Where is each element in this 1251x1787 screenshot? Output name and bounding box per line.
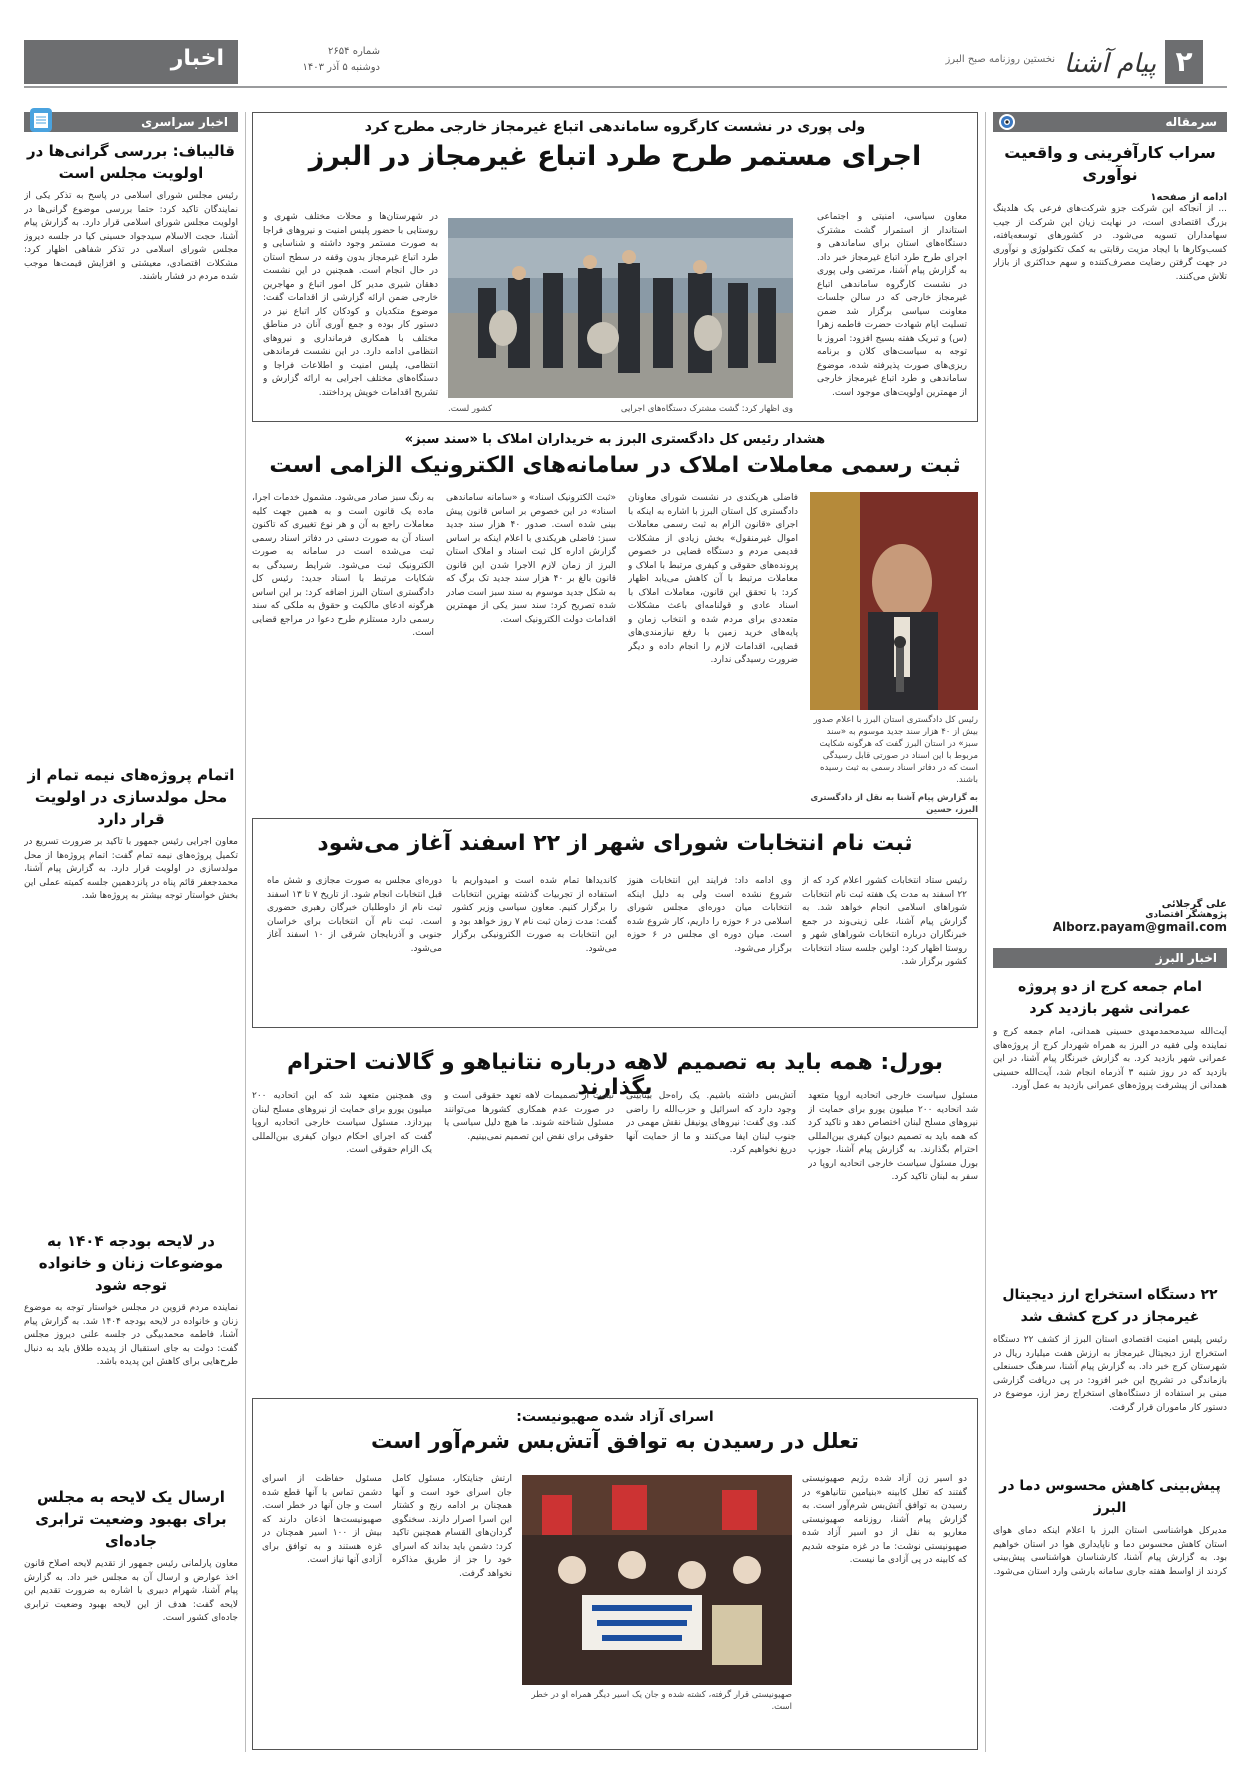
- alborz-news2-body: رئیس پلیس امنیت اقتصادی استان البرز از کشف ۲۲ دستگاه استخراج ارز دیجیتال غیرمجاز به ارزش هفت میلیارد ریال در شهرستان کرج خبر داد. به گزارش پیام آشنا، سرهنگ حسنعلی بازماندگی در تشریح این خبر افزود: در پی دریافت گزارشی مبنی بر استفاده از دستگاه‌های استخراج رمز ارز، موضوع در دستور کار ماموران قرار گرفت.: [993, 1335, 1227, 1413]
- top-story-body-left: در شهرستان‌ها و محلات مختلف شهری و روستایی با حضور پلیس امنیت و نیروهای فراجا به صورت مستمر وجود داشته و شناسایی و طرد اتباع غیرمجاز بدون وقفه در سطح استان در حال انجام است. همچنین در این نشست دهقان شیری مدیر کل امور اتباع و مهاجرین خارجی ضمن ارائه گزارشی از اقدامات گفت: موضوع متکدیان و کودکان کار اتباع نیز در دستور کار بوده و جمع آوری آنان در مناطق مختلف با همکاری فرمانداری و نیروهای انتظامی ادامه دارد. در این نشست فرماندهی انتظامی، پلیس امنیت و اطلاعات فراجا و دستگاه‌های مختلف اجرایی به ارائه گزارش و تشریح اقدامات خویش پرداختند.: [263, 212, 438, 398]
- issue-date: دوشنبه ۵ آذر ۱۴۰۳: [302, 62, 380, 73]
- national-news4-title: ارسال یک لایحه به مجلس برای بهبود وضعیت ترابری جاده‌ای: [35, 1488, 227, 1550]
- editorial-title: سراب کارآفرینی و واقعیت نوآوری: [1004, 143, 1216, 184]
- column-divider-right: [985, 112, 986, 1752]
- header-rule: [24, 86, 1227, 88]
- elections-title: ثبت نام انتخابات شورای شهر از ۲۲ اسفند آغاز می‌شود: [317, 831, 913, 856]
- editorial-lead: ادامه از صفحه۱: [1150, 192, 1227, 203]
- borrell-col2: آتش‌بس داشته باشیم. یک راه‌حل بینابینی وجود دارد که اسرائیل و حزب‌الله را راضی کند. وی گفت: نیروهای یونیفل نقش مهمی در جنوب لبنان ایفا می‌کنند و ما از حمایت آنها دریغ نخواهیم کرد.: [626, 1091, 796, 1155]
- issue-number: شماره ۲۶۵۴: [328, 46, 380, 57]
- right-column: [993, 112, 1227, 1752]
- national-news-label: اخبار سراسری: [141, 115, 228, 129]
- national-news1-body: رئیس مجلس شورای اسلامی در پاسخ به تذکر یکی از نمایندگان تاکید کرد: حتما بررسی موضوع گرانی‌ها در اولویت مجلس شورای اسلامی قرار دارد. به گزارش پیام آشنا، حجت الاسلام سیدجواد حسینی کیا در جلسه دیروز مجلس شورای اسلامی در تذکر شفاهی اظهار کرد: مشکلات اقتصادی، معیشتی و افزایش قیمت‌ها موجب شده مردم در فشار باشند.: [24, 191, 238, 282]
- borrell-col1: مسئول سیاست خارجی اتحادیه اروپا متعهد شد اتحادیه ۲۰۰ میلیون یورو برای حمایت از نیروهای مسلح لبنان اختصاص دهد و تاکید کرد که همه باید به تصمیم دیوان کیفری بین‌المللی احترام بگذارند. به گزارش پیام آشنا، جوزپ بورل مسئول سیاست خارجی اتحادیه اروپا در سفر به لبنان تاکید کرد.: [808, 1091, 978, 1182]
- page-number: ۲: [1165, 40, 1203, 84]
- section-header-box: [24, 40, 238, 84]
- editorial-author-role: پژوهشگر اقتصادی: [1145, 910, 1227, 920]
- top-story-caption: [448, 403, 793, 415]
- editorial-filler: [993, 284, 1227, 298]
- elections-col1: رئیس ستاد انتخابات کشور اعلام کرد که از ۲۲ اسفند به مدت یک هفته ثبت نام انتخابات شوراهای اسلامی انجام خواهد شد. به گزارش پیام آشنا، علی زینی‌وند در جمع خبرنگاران درباره انتخابات شوراهای شهر و روستا اظهار کرد: اولین جلسه ستاد انتخابات کشور برگزار شد.: [802, 876, 967, 967]
- top-story-kicker: ولی پوری در نشست کارگروه ساماندهی اتباع غیرمجاز خارجی مطرح کرد: [364, 119, 866, 135]
- top-story-body-right: معاون سیاسی، امنیتی و اجتماعی استاندار از استمرار گشت مشترک دستگاه‌های استان برای ساماندهی و اجرای طرح طرد اتباع غیرمجاز خبر داد. به گزارش پیام آشنا، مرتضی ولی پوری در نشست کارگروه ساماندهی اتباع غیرمجاز خارجی که در سالن جلسات معاونت سیاسی برگزار شد ضمن تسلیت ایام شهادت حضرت فاطمه زهرا (س) و تبریک هفته بسیج افزود: امروز با توجه به سیاست‌های کلان و برنامه ریزی‌های صورت پذیرفته شده، موضوع ساماندهی و طرد اتباع غیرمجاز خارجی از مهمترین اولویت‌های موجود است.: [817, 212, 967, 398]
- top-story-photo-credit: کشور لست.: [448, 404, 493, 414]
- elections-col4: دوره‌ای مجلس به صورت مجازی و شش ماه قبل انتخابات انجام شود. از تاریخ ۷ تا ۱۳ اسفند ثبت نام از داوطلبان خبرگان رهبری حضوری است. ثبت نام آن انتخابات برای خراسان جنوبی و آذربایجان شرقی از ۱۰ اسفند آغاز می‌شود.: [267, 876, 442, 954]
- alborz-news1-body: آیت‌الله سیدمحمدمهدی حسینی همدانی، امام جمعه کرج و نماینده ولی فقیه در البرز به همراه شهردار کرج از پروژه‌های عمرانی شهر بازدید کرد. به گزارش خبرنگار پیام آشنا، در این بازدید که در روز شنبه ۳ آذرماه انجام شد، آیت‌الله حسینی همدانی از پیشرفت پروژه‌های عمرانی بازدید به عمل آورد.: [993, 1027, 1227, 1091]
- captives-col1: دو اسیر زن آزاد شده رژیم صهیونیستی گفتند که تعلل کابینه «بنیامین نتانیاهو» در رسیدن به توافق آتش‌بس شرم‌آور است. به گزارش پیام آشنا، روزنامه صهیونیستی معاریو به نقل از دو اسیر آزاد شده صهیونیستی نوشت: ما در غزه متوجه شدیم که کابینه در پی آزادی ما نیست.: [802, 1474, 967, 1565]
- national-news3-title: در لایحه بودجه ۱۴۰۴ به موضوعات زنان و خانواده توجه شود: [38, 1232, 224, 1294]
- national-news1-title: قالیباف: بررسی گرانی‌ها در اولویت مجلس است: [27, 142, 235, 182]
- alborz-news3-title: پیش‌بینی کاهش محسوس دما در البرز: [999, 1478, 1221, 1516]
- migrants-photo: [448, 218, 793, 398]
- borrell-story: [252, 1040, 978, 1390]
- issue-meta: [240, 44, 380, 76]
- judiciary-kicker: هشدار رئیس کل دادگستری البرز به خریداران املاک با «سند سبز»: [404, 432, 826, 447]
- national-news4-body: معاون پارلمانی رئیس جمهور از تقدیم لایحه اصلاح قانون اخذ عوارض و ارسال آن به مجلس خبر داد. به گزارش پیام آشنا، شهرام دبیری با اشاره به ضرورت تقدیم این لایحه گفت: هدف از این لایحه بهبود وضعیت ترابری جاده‌ای کشور است.: [24, 1559, 238, 1623]
- newspaper-logo: پیام آشنا: [1063, 49, 1157, 79]
- editorial-text: ... از آنجاکه این شرکت جزو شرکت‌های فرعی یک هلدینگ بزرگ اقتصادی است، در نهایت زیان این شرکت از جیب سهامداران تسویه می‌شود. در کشورهای توسعه‌یافته، کسب‌وکارها با ایجاد مزیت رقابتی به کمک تکنولوژی و نوآوری در جهت گرفتن رضایت مصرف‌کننده و سهم حداکثری از بازار تلاش می‌کنند.: [993, 204, 1227, 282]
- judiciary-col1: فاضلی هریکندی در نشست شورای معاونان دادگستری کل استان البرز با اشاره به اینکه با اجرای «قانون الزام به ثبت رسمی معاملات اموال غیرمنقول» بخش زیادی از مشکلات قدیمی مردم و دستگاه قضایی در خصوص پرونده‌های حقوقی و کیفری مرتبط با املاک و معاملات مرتبط با آن کاهش می‌یابد اظهار کرد: با تحقق این قانون، معاملات املاک با اسناد عادی و قولنامه‌ای باعث مشکلات متعددی برای مردم شده و انتخاب زمان و پایه‌های خرید زمین با رفع نیازمندی‌های قضایی، اقدامات لازم را انجام داده و دیگر ضرورت رسیدگی ندارد.: [628, 493, 798, 665]
- judiciary-story: [252, 432, 978, 815]
- borrell-col3: تبعیت از تصمیمات لاهه تعهد حقوقی است و در صورت عدم همکاری کشورها می‌توانند مسئول شناخته شوند. ما هیچ دلیل سیاسی یا حقوقی برای نقض این تصمیم نمی‌بینیم.: [444, 1091, 614, 1142]
- protest-photo: [522, 1475, 792, 1685]
- captives-caption: صهیونیستی قرار گرفته، کشته شده و جان یک اسیر دیگر همراه او در خطر است.: [531, 1690, 792, 1712]
- judiciary-col3: به رنگ سبز صادر می‌شود. مشمول خدمات اجرا، ماده یک قانون است و به همین جهت کلیه معاملات راجع به آن و هر نوع تغییری که تاکنون اسناد آن به صورت دستی در دفاتر اسناد رسمی ثبت می‌شده است در سامانه به صورت الکترونیک ثبت می‌شود. شرایط رسیدگی به شکایات مرتبط با اسناد جدید: رئیس کل دادگستری استان البرز اضافه کرد: بر این اساس هرگونه ادعای مالکیت و حقوق به ملکی که سند رسمی دارد مستلزم طرح دعوا در مراجع قضایی است.: [252, 493, 434, 638]
- alborz-news3-body: مدیرکل هواشناسی استان البرز با اعلام اینکه دمای هوای استان کاهش محسوس دما و ناپایداری هوا در استان خواهیم بود. به گزارش پیام آشنا، کارشناسان هواشناسی پیش‌بینی کردند از اواسط هفته جاری سامانه بارشی وارد استان می‌شود.: [993, 1526, 1227, 1577]
- contact-email[interactable]: Alborz.payam@gmail.com: [1052, 920, 1227, 934]
- eye-icon: [999, 114, 1015, 130]
- captives-story: [252, 1398, 978, 1750]
- official-photo: [810, 492, 978, 710]
- national-news-header: [24, 112, 238, 132]
- elections-col2: وی ادامه داد: فرایند این انتخابات هنوز شروع نشده است ولی به دلیل اینکه انتخابات میان دوره‌ای مجلس شورای اسلامی در ۶ حوزه را داریم، کار شروع شده است. میان دوره ای مجلس در ۶ حوزه برگزار می‌شود.: [627, 876, 792, 954]
- captives-kicker: اسرای آزاد شده صهیونیست:: [516, 1409, 714, 1425]
- national-news2-title: اتمام پروژه‌های نیمه تمام از محل مولدسازی در اولویت قرار دارد: [27, 766, 235, 828]
- editorial-author: علی گرجلائی: [1161, 899, 1227, 910]
- editorial-section-label: سرمقاله: [1165, 115, 1217, 129]
- judiciary-col2: «ثبت الکترونیک اسناد» و «سامانه ساماندهی اسناد» در این خصوص بر اساس قانون پیش بینی شده است. صدور ۴۰ هزار سند جدید سبز: فاضلی هریکندی با اعلام اینکه بر اساس گزارش اداره کل ثبت اسناد و املاک استان البرز از زمان لازم الاجرا شدن این قانون قانون بالغ بر ۴۰ هزار سند جدید تک برگ که به شکل جدید موسوم به سند سبز است صادر شده تصریح کرد: سند سبز یکی از مهمترین اقدامات دولت الکترونیک است.: [446, 493, 616, 625]
- left-column: [24, 112, 238, 1752]
- top-story-title: اجرای مستمر طرح طرد اتباع غیرمجاز در البرز: [308, 141, 922, 172]
- section-title: اخبار: [170, 46, 224, 71]
- borrell-title: بورل: همه باید به تصمیم لاهه درباره نتانیاهو و گالانت احترام بگذارند: [286, 1050, 944, 1100]
- captives-title: تعلل در رسیدن به توافق آتش‌بس شرم‌آور است: [371, 1429, 859, 1453]
- national-news2-body: معاون اجرایی رئیس جمهور با تاکید بر ضرورت تسریع در تکمیل پروژه‌های نیمه تمام گفت: اتمام پروژه‌ها از محل مولدسازی در اولویت قرار دارد. به گزارش پیام آشنا، محمدجعفر قائم پناه در پانزدهمین جلسه کمیته عملی این بخش خواستار توجه بیشتر به پروژه‌ها شد.: [24, 837, 238, 901]
- notepad-icon: [30, 108, 52, 132]
- national-news3-body: نماینده مردم قزوین در مجلس خواستار توجه به موضوع زنان و خانواده در لایحه بودجه ۱۴۰۴ شد. به گزارش پیام آشنا، فاطمه محمدبیگی در جلسه علنی دیروز مجلس گفت: دولت به جای استقبال از پدیده طلاق باید به دنبال طرح‌هایی برای کاهش این پدیده باشد.: [24, 1303, 238, 1367]
- judiciary-caption: رئیس کل دادگستری استان البرز با اعلام صدور بیش از ۴۰ هزار سند جدید موسوم به «سند سبز» در استان البرز گفت که هرگونه شکایت مربوط با این اسناد در صورتی قابل رسیدگی است که در دفاتر اسناد رسمی به ثبت رسیده باشند.: [813, 715, 978, 785]
- column-divider-left: [245, 112, 246, 1752]
- captives-col3: مسئول حفاظت از اسرای دشمن تماس با آنها قطع شده است و جان آنها در خطر است. صهیونیست‌ها اذعان دارند که بیش از ۱۰۰ اسیر همچنان در غزه هستند و به توافق برای آزادی آنها نیاز است.: [262, 1474, 382, 1565]
- alborz-news2-title: ۲۲ دستگاه استخراج ارز دیجیتال غیرمجاز در کرج کشف شد: [1002, 1287, 1218, 1325]
- captives-col2: ارتش جنایتکار، مسئول کامل جان اسرای خود است و آنها همچنان بر ادامه رنج و کشتار این اسرا اصرار دارند. سخنگوی گردان‌های القسام همچنین تاکید کرد: دشمن باید بداند که اسرای خود را جز از طریق مذاکره نخواهد گرفت.: [392, 1474, 512, 1579]
- top-story-caption-text: وی اظهار کرد: گشت مشترک دستگاه‌های اجرایی: [620, 404, 793, 414]
- alborz-news1-title: امام جمعه کرج از دو پروژه عمرانی شهر بازدید کرد: [1018, 979, 1202, 1017]
- elections-col3: کاندیداها تمام شده است و امیدواریم با استفاده از تجربیات گذشته بهترین انتخابات را برگزار کنیم. معاون سیاسی وزیر کشور گفت: مدت زمان ثبت نام ۷ روز خواهد بود و این انتخابات به صورت الکترونیکی برگزار می‌شود.: [452, 876, 617, 954]
- alborz-news-header: اخبار البرز: [993, 948, 1227, 968]
- judiciary-title: ثبت رسمی معاملات املاک در سامانه‌های الکترونیک الزامی است: [269, 453, 961, 478]
- editorial-section-header: [993, 112, 1227, 132]
- editorial-body: [993, 203, 1227, 893]
- borrell-col4: وی همچنین متعهد شد که این اتحادیه ۲۰۰ میلیون یورو برای حمایت از نیروهای مسلح لبنان بپردازد. مسئول سیاست خارجی اتحادیه اروپا گفت که اجرای احکام دیوان کیفری بین‌المللی یک الزام حقوقی است.: [252, 1091, 432, 1155]
- judiciary-byline: به گزارش پیام آشنا به نقل از دادگستری البرز، حسین: [810, 793, 978, 815]
- tagline: نخستین روزنامه صبح البرز: [945, 54, 1055, 65]
- top-story: [252, 112, 978, 422]
- elections-story: [252, 818, 978, 1028]
